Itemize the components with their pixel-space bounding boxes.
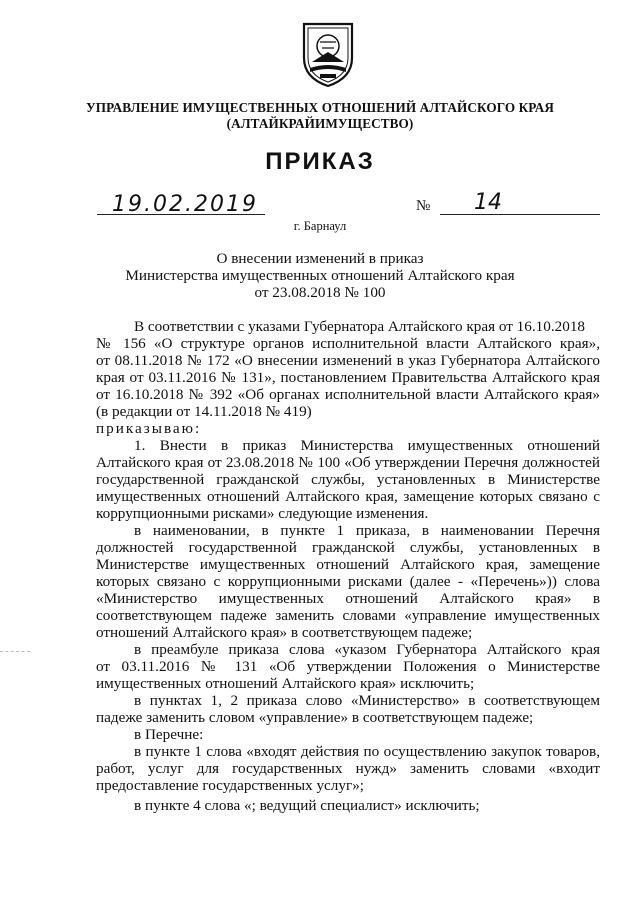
body-line: в Перечне: [134,726,204,743]
order-subject [0,250,640,301]
body-line: Алтайского края от 23.08.2018 № 100 «Об утверждении Перечня должностей [96,454,600,471]
body-line: должностей государственной гражданской службы, установленных в [96,539,600,556]
order-number: 14 [474,190,502,215]
body-line: в наименовании, в пункте 1 приказа, в наименовании Перечня [134,522,600,539]
body-line: в пункте 1 слова «входят действия по осуществлению закупок товаров, [134,743,600,760]
organization-name: УПРАВЛЕНИЕ ИМУЩЕСТВЕННЫХ ОТНОШЕНИЙ АЛТАЙСКОГО КРАЯ [86,100,554,115]
body-line: приказываю: [96,420,202,437]
body-line: 1. Внести в приказ Министерства имущественных отношений [134,437,600,454]
body-line: соответствующем падеже заменить словами «управление имущественных [96,607,600,624]
date-underline [97,214,265,215]
body-line: в преамбуле приказа слова «указом Губернатора Алтайского края [134,641,600,658]
body-line: имущественных отношений Алтайского края, замещение которых связано с [96,488,600,505]
body-line: (в редакции от 14.11.2018 № 419) [96,403,312,420]
city-label: г. Барнаул [293,219,347,233]
body-line: в пунктах 1, 2 приказа слово «Министерство» в соответствующем [134,692,600,709]
body-line: отношений Алтайского края» в соответствующем падеже; [96,624,473,641]
organization-short-name: (АЛТАЙКРАЙИМУЩЕСТВО) [226,116,414,131]
body-line: края от 03.11.2016 № 131», постановлением Правительства Алтайского края [96,369,600,386]
order-date: 19.02.2019 [112,192,258,217]
body-line: № 156 «О структуре органов исполнительной власти Алтайского края», [96,335,600,352]
body-line: падеже заменить словом «управление» в соответствующем падеже; [96,709,534,726]
subject-line: от 23.08.2018 № 100 [254,284,386,301]
number-sign: № [416,198,431,214]
body-line: предоставление государственных услуг»; [96,777,365,794]
coat-of-arms-emblem [298,18,358,90]
document-title: ПРИКАЗ [265,148,375,175]
subject-line: Министерства имущественных отношений Алтайского края [125,267,515,284]
body-line: «Министерство имущественных отношений Алтайского края» в [96,590,600,607]
body-line: работ, услуг для государственных нужд» заменить словами «входит [96,760,600,777]
body-line: имущественных отношений Алтайского края» исключить; [96,675,475,692]
body-line: В соответствии с указами Губернатора Алтайского края от 16.10.2018 [134,318,586,335]
subject-line: О внесении изменений в приказ [216,250,424,267]
number-underline [440,214,600,215]
body-line: коррупционными рисками» следующие изменения. [96,505,429,522]
body-line: в пункте 4 слова «; ведущий специалист» исключить; [134,797,480,814]
body-line: государственной гражданской службы, установленных в Министерстве [96,471,600,488]
body-line: которых связано с коррупционными рисками (далее - «Перечень»)) слова [96,573,600,590]
body-line: от 03.11.2016 № 131 «Об утверждении Положения о Министерстве [96,658,600,675]
body-line: от 16.10.2018 № 392 «Об органах исполнительной власти Алтайского края» [96,386,600,403]
body-line: Министерстве имущественных отношений Алтайского края, замещение [96,556,600,573]
body-line: от 08.11.2018 № 172 «О внесении изменений в указ Губернатора Алтайского [96,352,600,369]
scan-margin-mark [0,651,30,652]
